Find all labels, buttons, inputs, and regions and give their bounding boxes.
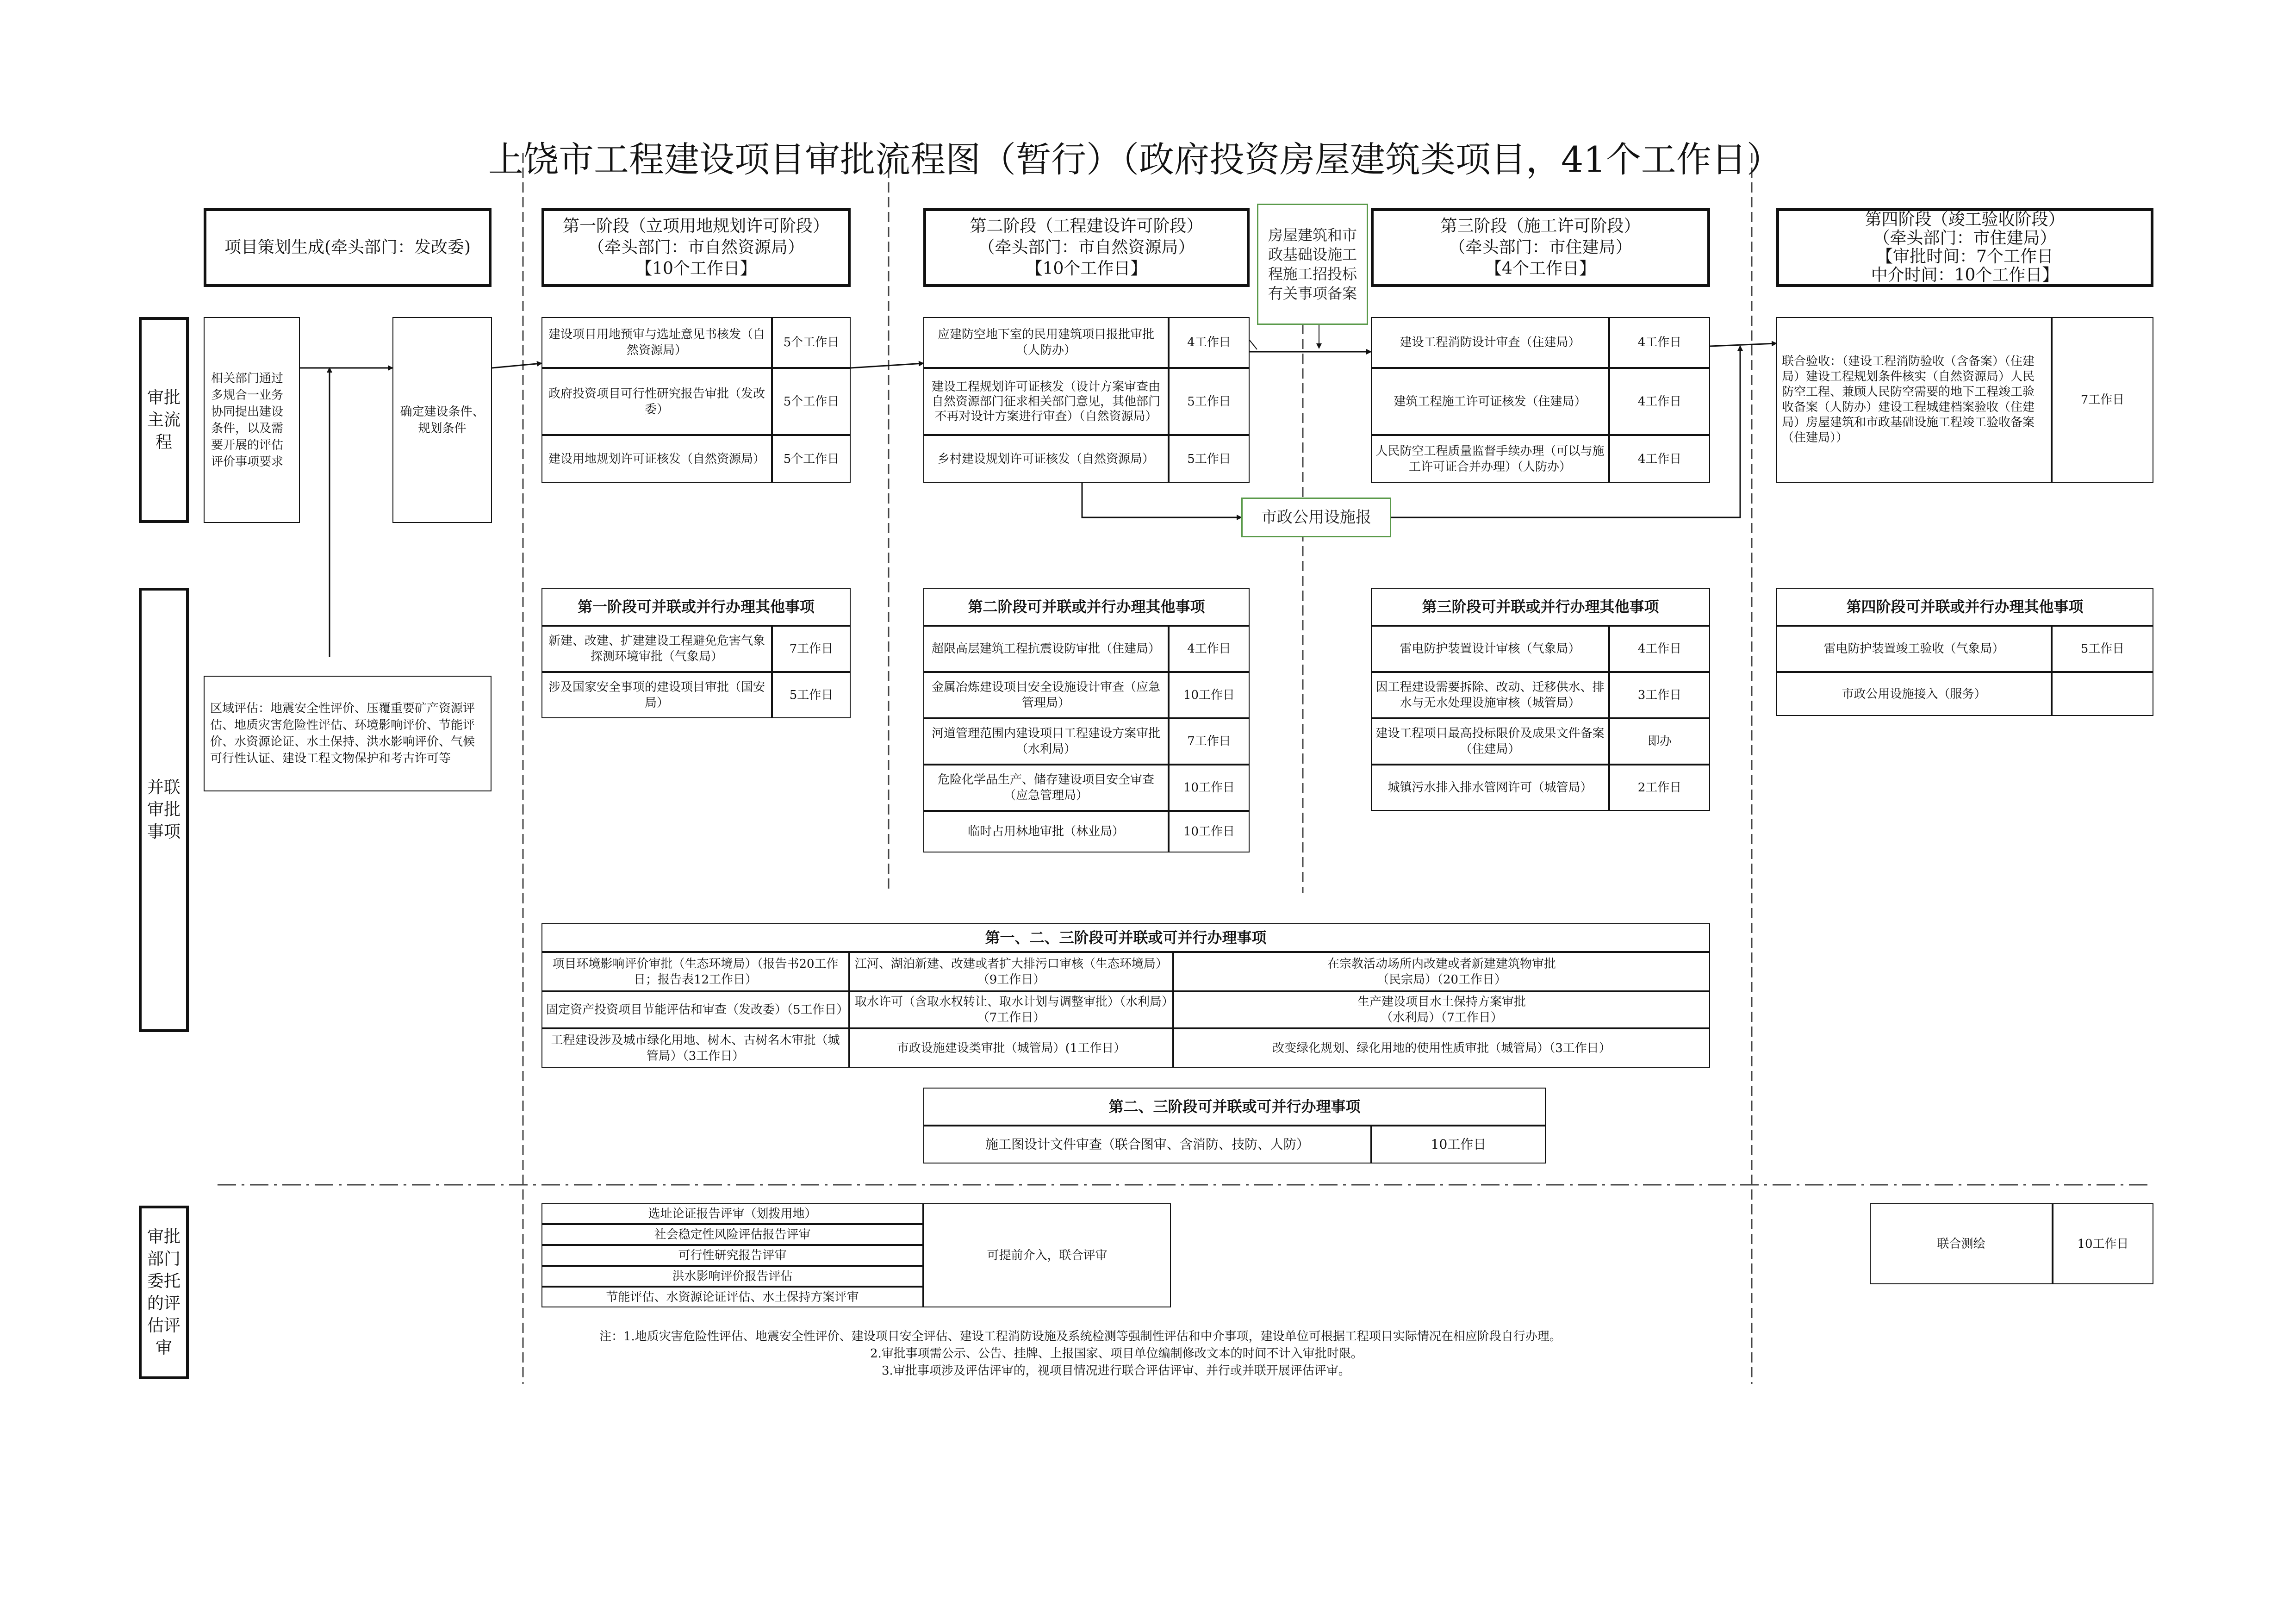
stage3-days: 4工作日 xyxy=(1609,435,1710,483)
flow-arrow xyxy=(492,363,541,368)
combined123-cell: 生产建设项目水土保持方案审批（水利局）（7工作日） xyxy=(1173,991,1710,1028)
stage2-days: 4工作日 xyxy=(1169,317,1250,368)
parallel-stage2-item: 超限高层建筑工程抗震设防审批（住建局） xyxy=(923,626,1169,672)
stage1-item: 政府投资项目可行性研究报告审批（发改委） xyxy=(541,368,772,435)
parallel-stage2-title: 第二阶段可并联或并行办理其他事项 xyxy=(923,588,1250,626)
stage3-days: 4工作日 xyxy=(1609,317,1710,368)
parallel-stage1-item: 新建、改建、扩建建设工程避免危害气象探测环境审批（气象局） xyxy=(541,626,772,672)
planning-header-text: 项目策划生成(牵头部门：发改委) xyxy=(224,238,471,257)
combined123-cell: 在宗教活动场所内改建或者新建建筑物审批（民宗局）（20工作日） xyxy=(1173,952,1710,991)
stage2-header-line: 【10个工作日】 xyxy=(1026,259,1147,278)
stage4-header-line: 【审批时间：7个工作日 xyxy=(1876,247,2053,266)
stage1-header-line: 第一阶段（立项用地规划许可阶段） xyxy=(562,217,829,236)
parallel-stage4-days: 5工作日 xyxy=(2052,626,2153,672)
combined123-cell: 江河、湖泊新建、改建或者扩大排污口审核（生态环境局）（9工作日） xyxy=(849,952,1173,991)
combined123-cell: 改变绿化规划、绿化用地的使用性质审批（城管局）（3工作日） xyxy=(1173,1028,1710,1068)
parallel-stage4-days xyxy=(2052,672,2153,716)
bidding-note: 房屋建筑和市政基础设施工程施工招投标有关事项备案 xyxy=(1257,204,1368,325)
parallel-stage3-days: 即办 xyxy=(1609,718,1710,765)
flow-arrow xyxy=(1250,340,1257,349)
entrusted-note: 可提前介入，联合评审 xyxy=(923,1203,1171,1307)
footnote: 2.审批事项需公示、公告、挂牌、上报国家、项目单位编制修改文本的时间不计入审批时限。 xyxy=(870,1347,1363,1361)
parallel-stage3-days: 3工作日 xyxy=(1609,672,1710,718)
entrusted-item: 洪水影响评价报告评估 xyxy=(541,1266,923,1287)
parallel-stage4-title: 第四阶段可并联或并行办理其他事项 xyxy=(1776,588,2153,626)
combined23-item: 施工图设计文件审查（联合图审、含消防、技防、人防） xyxy=(923,1126,1371,1164)
stage1-days: 5个工作日 xyxy=(772,435,851,483)
combined23-days: 10工作日 xyxy=(1371,1126,1546,1164)
parallel-stage3-days: 2工作日 xyxy=(1609,765,1710,811)
entrusted-item: 可行性研究报告评审 xyxy=(541,1245,923,1266)
parallel-stage2-item: 河道管理范围内建设项目工程建设方案审批（水利局） xyxy=(923,718,1169,765)
parallel-stage3-item: 建设工程项目最高投标限价及成果文件备案（住建局） xyxy=(1371,718,1609,765)
planning-header xyxy=(204,208,492,287)
stage1-days: 5个工作日 xyxy=(772,368,851,435)
flow-arrow xyxy=(851,363,923,368)
parallel-stage2-days: 10工作日 xyxy=(1169,811,1250,852)
parallel-stage3-days: 4工作日 xyxy=(1609,626,1710,672)
stage3-header-line: （牵头部门：市住建局） xyxy=(1449,238,1632,257)
regional-assessment-box: 区域评估：地震安全性评价、压覆重要矿产资源评估、地质灾害危险性评估、环境影响评价、节能评价、水资源论证、水土保持、洪水影响评价、气候可行性认证、建设工程文物保护和考古许可等 xyxy=(204,676,492,791)
stage4-days: 7工作日 xyxy=(2052,317,2153,483)
stage1-item: 建设用地规划许可证核发（自然资源局） xyxy=(541,435,772,483)
parallel-stage2-days: 4工作日 xyxy=(1169,626,1250,672)
combined123-cell: 市政设施建设类审批（城管局）(1工作日） xyxy=(849,1028,1173,1068)
stage2-days: 5工作日 xyxy=(1169,368,1250,435)
side-label-entrusted: 审批部门委托的评估评审 xyxy=(139,1206,189,1379)
entrusted-item: 社会稳定性风险评估报告评审 xyxy=(541,1224,923,1245)
combined123-cell: 工程建设涉及城市绿化用地、树木、古树名木审批（城管局）（3工作日） xyxy=(541,1028,849,1068)
stage1-header xyxy=(541,208,851,287)
stage2-item: 应建防空地下室的民用建筑项目报批审批（人防办） xyxy=(923,317,1169,368)
footnote: 注：1.地质灾害危险性评估、地震安全性评价、建设项目安全评估、建设工程消防设施及系统检测等强制性评估和中介事项，建设单位可根据工程项目实际情况在相应阶段自行办理。 xyxy=(599,1330,1562,1344)
combined123-cell: 取水许可（含取水权转让、取水计划与调整审批）（水利局）（7工作日） xyxy=(849,991,1173,1028)
parallel-stage3-item: 雷电防护装置设计审核（气象局） xyxy=(1371,626,1609,672)
conditions-box: 确定建设条件、规划条件 xyxy=(392,317,492,523)
stage4-header-line: 第四阶段（竣工验收阶段） xyxy=(1865,210,2065,229)
joint-survey-days: 10工作日 xyxy=(2053,1203,2153,1284)
parallel-stage3-title: 第三阶段可并联或并行办理其他事项 xyxy=(1371,588,1710,626)
stage3-header-line: 【4个工作日】 xyxy=(1485,259,1596,278)
page-title: 上饶市工程建设项目审批流程图（暂行）（政府投资房屋建筑类项目，41个工作日） xyxy=(488,139,1782,180)
parallel-stage1-days: 5工作日 xyxy=(772,672,851,718)
stage2-header xyxy=(923,208,1250,287)
stage2-days: 5工作日 xyxy=(1169,435,1250,483)
stage4-header-line: （牵头部门：市住建局） xyxy=(1873,229,2057,248)
combined123-cell: 固定资产投资项目节能评估和审查（发改委）（5工作日） xyxy=(541,991,849,1028)
stage3-item: 建筑工程施工许可证核发（住建局） xyxy=(1371,368,1609,435)
stage1-header-line: 【10个工作日】 xyxy=(635,259,757,278)
parallel-stage2-item: 危险化学品生产、储存建设项目安全审查（应急管理局） xyxy=(923,765,1169,811)
stage2-header-line: 第二阶段（工程建设许可阶段） xyxy=(970,217,1203,236)
stage2-header-line: （牵头部门：市自然资源局） xyxy=(978,238,1195,257)
parallel-stage2-days: 7工作日 xyxy=(1169,718,1250,765)
stage2-item: 乡村建设规划许可证核发（自然资源局） xyxy=(923,435,1169,483)
combined123-cell: 项目环境影响评价审批（生态环境局）（报告书20工作日；报告表12工作日） xyxy=(541,952,849,991)
parallel-stage2-item: 临时占用林地审批（林业局） xyxy=(923,811,1169,852)
parallel-stage3-item: 城镇污水排入排水管网许可（城管局） xyxy=(1371,765,1609,811)
stage4-header xyxy=(1776,208,2153,287)
stage4-header-line: 中介时间：10个工作日】 xyxy=(1871,266,2059,285)
municipal-note: 市政公用设施报 xyxy=(1241,498,1391,537)
stage1-header-line: （牵头部门：市自然资源局） xyxy=(587,238,804,257)
parallel-stage1-item: 涉及国家安全事项的建设项目审批（国安局） xyxy=(541,672,772,718)
consult-box: 相关部门通过多规合一业务协同提出建设条件，以及需要开展的评估评价事项要求 xyxy=(204,317,300,523)
joint-survey-item: 联合测绘 xyxy=(1870,1203,2053,1284)
side-label-main-flow: 审批主流程 xyxy=(139,317,189,523)
stage3-item: 建设工程消防设计审查（住建局） xyxy=(1371,317,1609,368)
parallel-stage4-item: 雷电防护装置竣工验收（气象局） xyxy=(1776,626,2052,672)
stage3-header xyxy=(1371,208,1710,287)
stage3-days: 4工作日 xyxy=(1609,368,1710,435)
parallel-stage2-days: 10工作日 xyxy=(1169,672,1250,718)
entrusted-item: 节能评估、水资源论证评估、水土保持方案评审 xyxy=(541,1287,923,1307)
entrusted-item: 选址论证报告评审（划拨用地） xyxy=(541,1203,923,1224)
parallel-stage3-item: 因工程建设需要拆除、改动、迁移供水、排水与无水处理设施审核（城管局） xyxy=(1371,672,1609,718)
stage3-item: 人民防空工程质量监督手续办理（可以与施工许可证合并办理）（人防办） xyxy=(1371,435,1609,483)
stage2-item: 建设工程规划许可证核发（设计方案审查由自然资源部门征求相关部门意见，其他部门不再对设计方案进行审查）（自然资源局） xyxy=(923,368,1169,435)
parallel-stage1-title: 第一阶段可并联或并行办理其他事项 xyxy=(541,588,851,626)
parallel-stage4-item: 市政公用设施接入（服务） xyxy=(1776,672,2052,716)
parallel-stage2-days: 10工作日 xyxy=(1169,765,1250,811)
parallel-stage1-days: 7工作日 xyxy=(772,626,851,672)
combined23-title: 第二、三阶段可并联或可并行办理事项 xyxy=(923,1088,1546,1126)
flow-arrow xyxy=(1710,343,1776,346)
flow-arrow xyxy=(1082,483,1241,517)
combined123-title: 第一、二、三阶段可并联或可并行办理事项 xyxy=(541,923,1710,952)
stage4-item: 联合验收：（建设工程消防验收（含备案）（住建局）建设工程规划条件核实（自然资源局）人民防空工程、兼顾人民防空需要的地下工程竣工验收备案（人防办）建设工程城建档案验收（住建局）房屋建筑和市政基础设施工程竣工验收备案（住建局）） xyxy=(1776,317,2052,483)
stage3-header-line: 第三阶段（施工许可阶段） xyxy=(1440,217,1641,236)
parallel-stage2-item: 金属冶炼建设项目安全设施设计审查（应急管理局） xyxy=(923,672,1169,718)
side-label-parallel: 并联审批事项 xyxy=(139,588,189,1032)
footnote: 3.审批事项涉及评估评审的，视项目情况进行联合评估评审、并行或并联开展评估评审。 xyxy=(882,1364,1350,1378)
stage1-item: 建设项目用地预审与选址意见书核发（自然资源局） xyxy=(541,317,772,368)
stage1-days: 5个工作日 xyxy=(772,317,851,368)
